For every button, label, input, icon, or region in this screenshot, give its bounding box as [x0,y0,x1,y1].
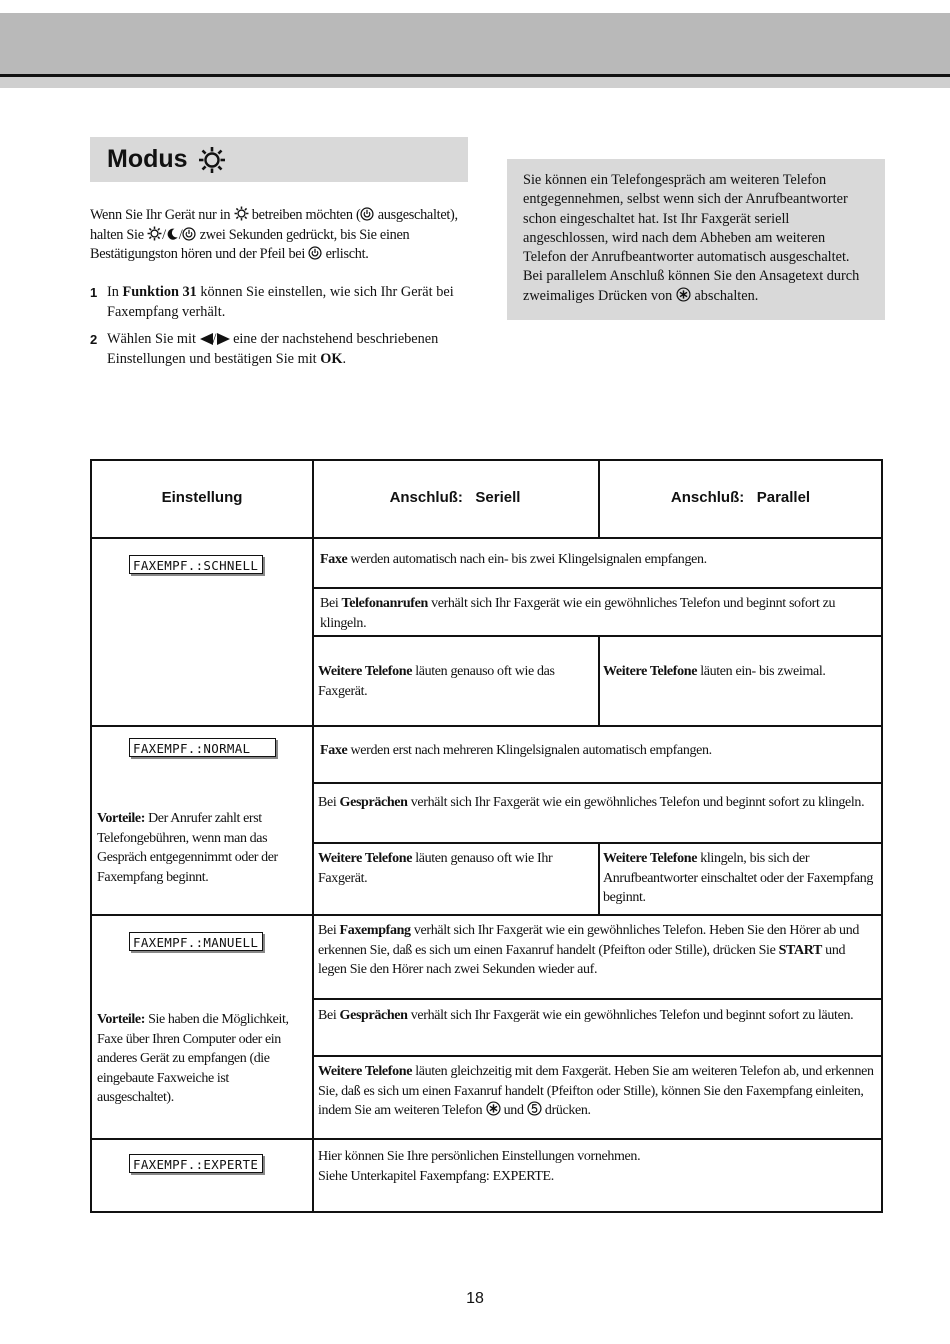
manuell-advantages: Vorteile: Sie haben die Möglichkeit, Faxe über Ihren Computer oder ein anderes Gerät zu empfangen (die eingebaute Faxweiche ist ausgeschaltet). [97,1012,289,1105]
table-divider [312,782,883,784]
intro-text-5: erlischt. [325,246,369,262]
table-divider [92,537,883,539]
schnell-parallel-phones: Weitere Telefone läuten ein- bis zweimal. [603,664,826,679]
table-divider [312,1055,883,1057]
normal-parallel-phones: Weitere Telefone klingeln, bis sich der Anrufbeantworter einschaltet oder der Faxempfang beginnt. [603,851,874,905]
intro-text-3: ausgeschaltet), halten Sie [90,207,458,243]
step-number: 1 [90,285,98,300]
power-icon [308,246,322,260]
arrow-right-icon [217,333,230,345]
column-header-serial: Anschluß: Seriell [389,489,521,506]
note-box [507,159,885,320]
table-divider [312,461,314,1213]
step-number: 2 [90,332,98,347]
intro-paragraph: Wenn Sie Ihr Gerät nur in betreiben möchten ( ausgeschaltet), halten Sie / / zwei Sekunden gedrückt, bis Sie einen Bestätigungston hören und der Pfeil bei erlischt. [90,207,458,262]
lcd-display-experte: FAXEMPF.:EXPERTE [129,1154,263,1173]
column-header-parallel: Anschluß: Parallel [670,489,811,506]
page-number: 18 [466,1290,484,1307]
table-divider [92,914,883,916]
table-divider [312,635,883,637]
section-title-box [90,137,468,182]
normal-call-text: Bei Gesprächen verhält sich Ihr Faxgerät wie ein gewöhnliches Telefon und beginnt sofort zu klingeln. [318,795,865,810]
moon-icon [166,227,179,241]
settings-table [90,459,883,1213]
table-divider [598,842,600,914]
column-header-setting: Einstellung [161,489,243,506]
table-divider [92,725,883,727]
normal-serial-phones: Weitere Telefone läuten genauso oft wie Ihr Faxgerät. [318,851,553,886]
note-text: Sie können ein Telefongespräch am weiteren Telefon entgegennehmen, selbst wenn sich der Anrufbeantworter schon eingeschaltet hat. Ist Ihr Faxgerät seriell angeschlossen, wird nach dem Abheben am weiteren Telefon der Anrufbeantworter automatisch ausgeschaltet. Bei parallelem Anschluß können Sie den Ansagetext durch zweimaliges Drücken von [523,172,860,304]
table-divider [312,998,883,1000]
manuell-call-text: Bei Gesprächen verhält sich Ihr Faxgerät wie ein gewöhnliches Telefon und beginnt sofort zu läuten. [318,1008,854,1023]
schnell-serial-phones: Weitere Telefone läuten genauso oft wie das Faxgerät. [318,664,555,699]
schnell-fax-text: Faxe werden automatisch nach ein- bis zwei Klingelsignalen empfangen. [320,552,707,567]
lcd-display-schnell: FAXEMPF.:SCHNELL [129,555,263,574]
manuell-phones-text: Weitere Telefone läuten gleichzeitig mit dem Faxgerät. Heben Sie am weiteren Telefon ab, und erkennen Sie, daß es sich um einen Faxanruf handelt (Pfeifton oder Stille), können Sie den Faxempfang einleiten, indem Sie am weiteren Telefon und drücken. [318,1064,874,1118]
manuell-fax-text: Bei Faxempfang verhält sich Ihr Faxgerät wie ein gewöhnliches Telefon. Heben Sie den Hörer ab und erkennen Sie, daß es sich um einen Faxanruf handelt (Pfeifton oder Stille), drücken Sie START und legen Sie den Hörer nach zwei Sekunden wieder auf. [318,923,859,977]
power-icon [182,227,196,241]
step-text: In Funktion 31 können Sie einstellen, wie sich Ihr Gerät bei Faxempfang verhält. [107,284,454,320]
intro-text-2: betreiben möchten ( [251,207,361,223]
header-band [0,13,950,75]
intro-text-1: Wenn Sie Ihr Gerät nur in [90,207,231,223]
table-divider [92,1138,883,1140]
table-divider [312,587,883,589]
table-divider [598,635,600,726]
table-divider [312,842,883,844]
intro-text-4: zwei Sekunden gedrückt, bis Sie einen Bestätigungston hören und der Pfeil bei [90,226,410,262]
note-tail: abschalten. [694,287,759,304]
schnell-call-text: Bei Telefonanrufen verhält sich Ihr Faxgerät wie ein gewöhnliches Telefon und beginnt sofort zu klingeln. [320,596,836,631]
step-2 [90,330,472,369]
steps-list [90,283,472,377]
section-title: Modus [107,145,188,173]
lcd-display-manuell: FAXEMPF.:MANUELL [129,932,263,951]
asterisk-key-icon [486,1101,501,1116]
arrow-left-icon [200,333,213,345]
normal-advantages: Vorteile: Der Anrufer zahlt erst Telefongebühren, wenn man das Gespräch entgegennimmt oder der Faxempfang beginnt. [97,811,278,885]
lcd-display-normal: FAXEMPF.:NORMAL [129,738,276,757]
sun-icon [198,146,226,174]
step-text: Wählen Sie mit / eine der nachstehend beschriebenen Einstellungen und bestätigen Sie mit OK. [107,331,439,367]
normal-fax-text: Faxe werden erst nach mehreren Klingelsignalen automatisch empfangen. [320,743,712,758]
step-1 [90,283,472,322]
power-icon [360,207,374,221]
experte-text: Hier können Sie Ihre persönlichen Einstellungen vornehmen. Siehe Unterkapitel Faxempfang: EXPERTE. [318,1149,641,1184]
header-subband [0,77,950,88]
key-5-icon [527,1101,542,1116]
sun-icon [234,206,249,221]
sun-icon [147,226,162,241]
asterisk-key-icon [676,287,691,302]
